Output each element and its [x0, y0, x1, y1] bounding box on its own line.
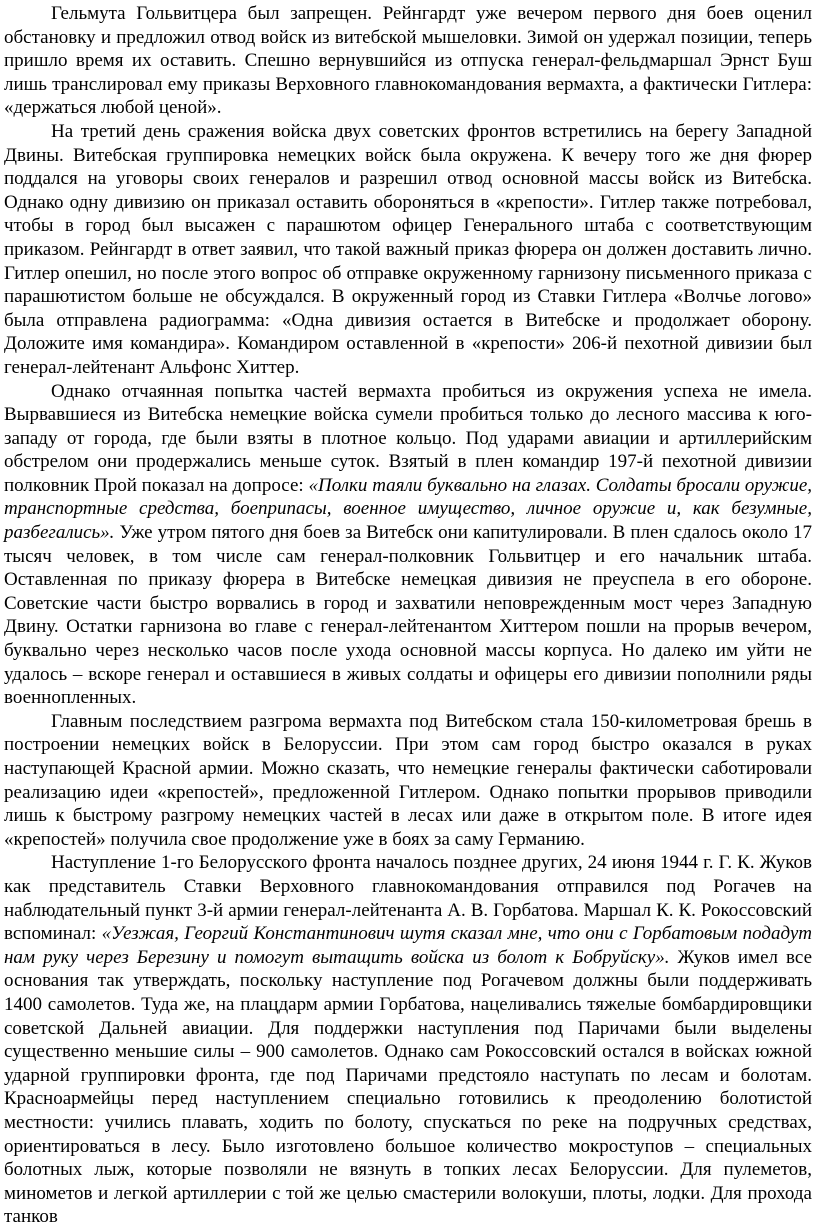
paragraph-5-text-start: Наступление 1-го Белорусского фронта началось позднее других, 24 июня 1944 г. Г. К. Жуков как представитель Ставки Верховного главнокомандования отправился под Рогачев на наблюдательный пункт 3-й армии генерал-лейтенанта А. В. Горбатова. Маршал К. К. Рокоссовский вспоминал: [4, 852, 812, 945]
paragraph-4-text: Главным последствием разгрома вермахта под Витебском стала 150-километровая брешь в построении немецких войск в Белоруссии. При этом сам город быстро оказался в руках наступающей Красной армии. Можно сказать, что немецкие генералы фактически саботировали реализацию идеи «крепостей», предложенной Гитлером. Однако попытки прорывов приводили лишь к быстрому разгрому немецких частей в лесах или даже в открытом поле. В итоге идея «крепостей» получила свое продолжение уже в боях за саму Германию. [4, 710, 812, 850]
paragraph-4 [4, 710, 812, 852]
paragraph-1 [4, 2, 812, 120]
paragraph-3-text-end: Уже утром пятого дня боев за Витебск они капитулировали. В плен сдалось около 17 тысяч человек, в том числе сам генерал-полковник Гольвитцер и его начальник штаба. Оставленная по приказу фюрера в Витебске немецкая дивизия не преуспела в его обороне. Советские части быстро ворвались в город и захватили неповрежденным мост через Западную Двину. Остатки гарнизона во главе с генерал-лейтенантом Хиттером пошли на прорыв вечером, буквально через несколько часов после ухода основной массы корпуса. Но далеко им уйти не удалось – вскоре генерал и оставшиеся в живых солдаты и офицеры его дивизии пополнили ряды военнопленных. [4, 522, 812, 709]
paragraph-5-quote: «Уезжая, Георгий Константинович шутя сказал мне, что они с Горбатовым подадут нам руку через Березину и помогут вытащить войска из болот к Бобруйску». [4, 923, 812, 968]
paragraph-3-quote: «Полки таяли буквально на глазах. Солдаты бросали оружие, транспортные средства, боеприпасы, военное имущество, личное оружие и, как безумные, разбегались». [4, 474, 812, 544]
paragraph-5-text-end: Жуков имел все основания так утверждать, поскольку наступление под Рогачевом должны были поддерживать 1400 самолетов. Туда же, на плацдарм армии Горбатова, нацеливались тяжелые бомбардировщики советской Дальней авиации. Для поддержки наступления под Паричами были выделены существенно меньшие силы – 900 самолетов. Однако сам Рокоссовский остался в войсках южной ударной группировки фронта, где под Паричами предстояло наступать по лесам и болотам. Красноармейцы перед наступлением специально готовились к преодолению болотистой местности: учились плавать, ходить по болоту, спускаться по реке на подручных средствах, ориентироваться в лесу. Было изготовлено большое количество мокроступов – специальных болотных лыж, которые позволяли не вязнуть в топких лесах Белоруссии. Для пулеметов, минометов и легкой артиллерии с той же целью смастерили волокуши, плоты, лодки. Для прохода танков [4, 946, 812, 1228]
paragraph-5 [4, 851, 812, 1229]
paragraph-1-text: Гельмута Гольвитцера был запрещен. Рейнгардт уже вечером первого дня боев оценил обстановку и предложил отвод войск из витебской мышеловки. Зимой он удержал позиции, теперь пришло время их оставить. Спешно вернувшийся из отпуска генерал-фельдмаршал Эрнст Буш лишь транслировал ему приказы Верховного главнокомандования вермахта, а фактически Гитлера: «держаться любой ценой». [4, 3, 812, 119]
paragraph-2 [4, 120, 812, 380]
paragraph-3 [4, 380, 812, 710]
paragraph-2-text: На третий день сражения войска двух советских фронтов встретились на берегу Западной Двины. Витебская группировка немецких войск была окружена. К вечеру того же дня фюрер поддался на уговоры своих генералов и разрешил отвод основной массы войск из Витебска. Однако одну дивизию он приказал оставить обороняться в «крепости». Гитлер также потребовал, чтобы в город был высажен с парашютом офицер Генерального штаба с соответствующим приказом. Рейнгардт в ответ заявил, что такой важный приказ фюрера он должен доставить лично. Гитлер опешил, но после этого вопрос об отправке окруженному гарнизону письменного приказа с парашютистом больше не обсуждался. В окруженный город из Ставки Гитлера «Волчье логово» была отправлена радиограмма: «Одна дивизия остается в Витебске и продолжает оборону. Доложите имя командира». Командиром оставленной в «крепости» 206-й пехотной дивизии был генерал-лейтенант Альфонс Хиттер. [4, 120, 812, 378]
paragraph-3-text-start: Однако отчаянная попытка частей вермахта пробиться из окружения успеха не имела. Вырвавшиеся из Витебска немецкие войска сумели пробиться только до лесного массива к юго-западу от города, где были взяты в плотное кольцо. Под ударами авиации и артиллерийским обстрелом они продержались меньше суток. Взятый в плен командир 197-й пехотной дивизии полковник Прой показал на допросе: [4, 380, 812, 496]
